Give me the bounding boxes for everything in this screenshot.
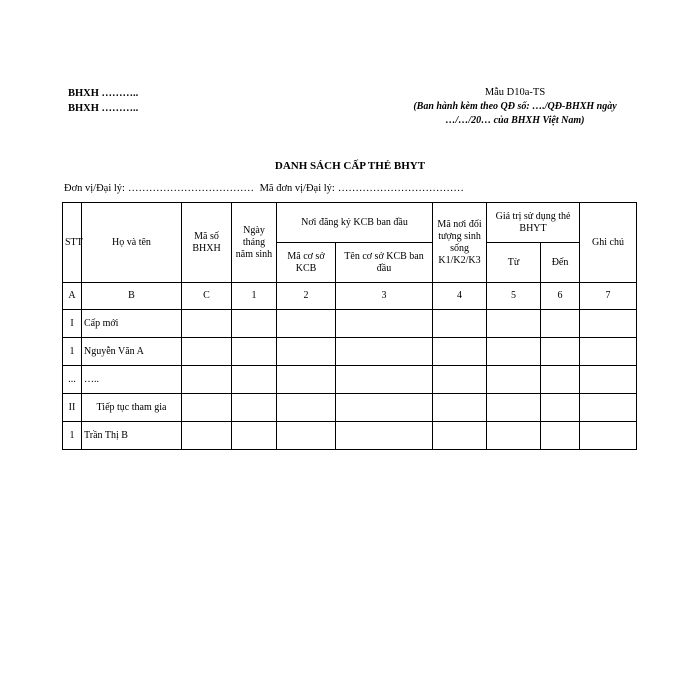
document-title: DANH SÁCH CẤP THẺ BHYT [274,160,426,172]
cell [541,394,580,422]
header-from: Từ [487,243,541,283]
cell [336,394,433,422]
header-name: Họ và tên [82,203,182,283]
card-list-table [62,202,637,450]
row-name: Nguyễn Văn A [82,338,182,366]
cell [336,310,433,338]
cell [277,394,336,422]
cell [232,422,277,450]
unit-line [64,183,467,194]
cell [433,310,487,338]
index-cell: 2 [277,283,336,310]
header-bhxh-code: Mã số BHXH [182,203,232,283]
index-cell: 1 [232,283,277,310]
index-cell: A [63,283,82,310]
table-row [63,366,637,394]
cell [541,310,580,338]
cell [433,366,487,394]
index-cell: 3 [336,283,433,310]
cell [232,366,277,394]
header-stt: STT [63,203,82,283]
cell [182,366,232,394]
cell [277,310,336,338]
cell [541,366,580,394]
header-kcb-name: Tên cơ sở KCB ban đầu [336,243,433,283]
cell [487,394,541,422]
cell [433,422,487,450]
unit-dots: ……………………………… [127,183,254,194]
row-name: Cấp mới [82,310,182,338]
cell [182,310,232,338]
cell [487,366,541,394]
cell [541,338,580,366]
index-cell: 5 [487,283,541,310]
cell [487,338,541,366]
cell [182,338,232,366]
header-right [400,86,630,128]
cell [336,338,433,366]
index-cell: 6 [541,283,580,310]
cell [336,422,433,450]
header-residence: Mã nơi đối tượng sinh sống K1/K2/K3 [433,203,487,283]
cell [580,310,637,338]
index-cell: 4 [433,283,487,310]
cell [277,422,336,450]
table-row [63,394,637,422]
column-index-row [63,283,637,310]
cell [433,338,487,366]
cell [487,310,541,338]
header-dob: Ngày tháng năm sinh [232,203,277,283]
table-row [63,422,637,450]
decree-line2: …/…/20… của BHXH Việt Nam) [445,115,585,126]
header-left [68,86,138,116]
table-row [63,310,637,338]
cell [277,338,336,366]
table-row [63,338,637,366]
row-name: ….. [82,366,182,394]
header-left-line2: BHXH ……….. [68,103,139,114]
cell [580,338,637,366]
decree-line1: (Ban hành kèm theo QĐ số: …./QĐ-BHXH ngày [413,101,617,112]
cell [487,422,541,450]
index-cell: B [82,283,182,310]
index-cell: 7 [580,283,637,310]
row-stt: 1 [63,338,82,366]
cell [580,366,637,394]
row-stt: 1 [63,422,82,450]
unit-label: Đơn vị/Đại lý: [64,183,125,194]
header-kcb-group: Nơi đăng ký KCB ban đầu [277,203,433,243]
cell [277,366,336,394]
header-kcb-code: Mã cơ sở KCB [277,243,336,283]
row-name: Tiếp tục tham gia [82,394,182,422]
header-left-line1: BHXH ……….. [68,88,139,99]
form-code: Mẫu D10a-TS [484,87,546,98]
row-stt: ... [63,366,82,394]
row-name: Trần Thị B [82,422,182,450]
row-stt: II [63,394,82,422]
unit-code-label: Mã đơn vị/Đại lý: [259,183,335,194]
cell [541,422,580,450]
header-validity-group: Giá trị sử dụng thẻ BHYT [487,203,580,243]
cell [580,422,637,450]
cell [182,394,232,422]
cell [232,394,277,422]
cell [580,394,637,422]
index-cell: C [182,283,232,310]
row-stt: I [63,310,82,338]
cell [182,422,232,450]
cell [433,394,487,422]
header-to: Đến [541,243,580,283]
cell [232,338,277,366]
cell [232,310,277,338]
cell [336,366,433,394]
unit-code-dots: ……………………………… [337,183,464,194]
header-note: Ghi chú [580,203,637,283]
